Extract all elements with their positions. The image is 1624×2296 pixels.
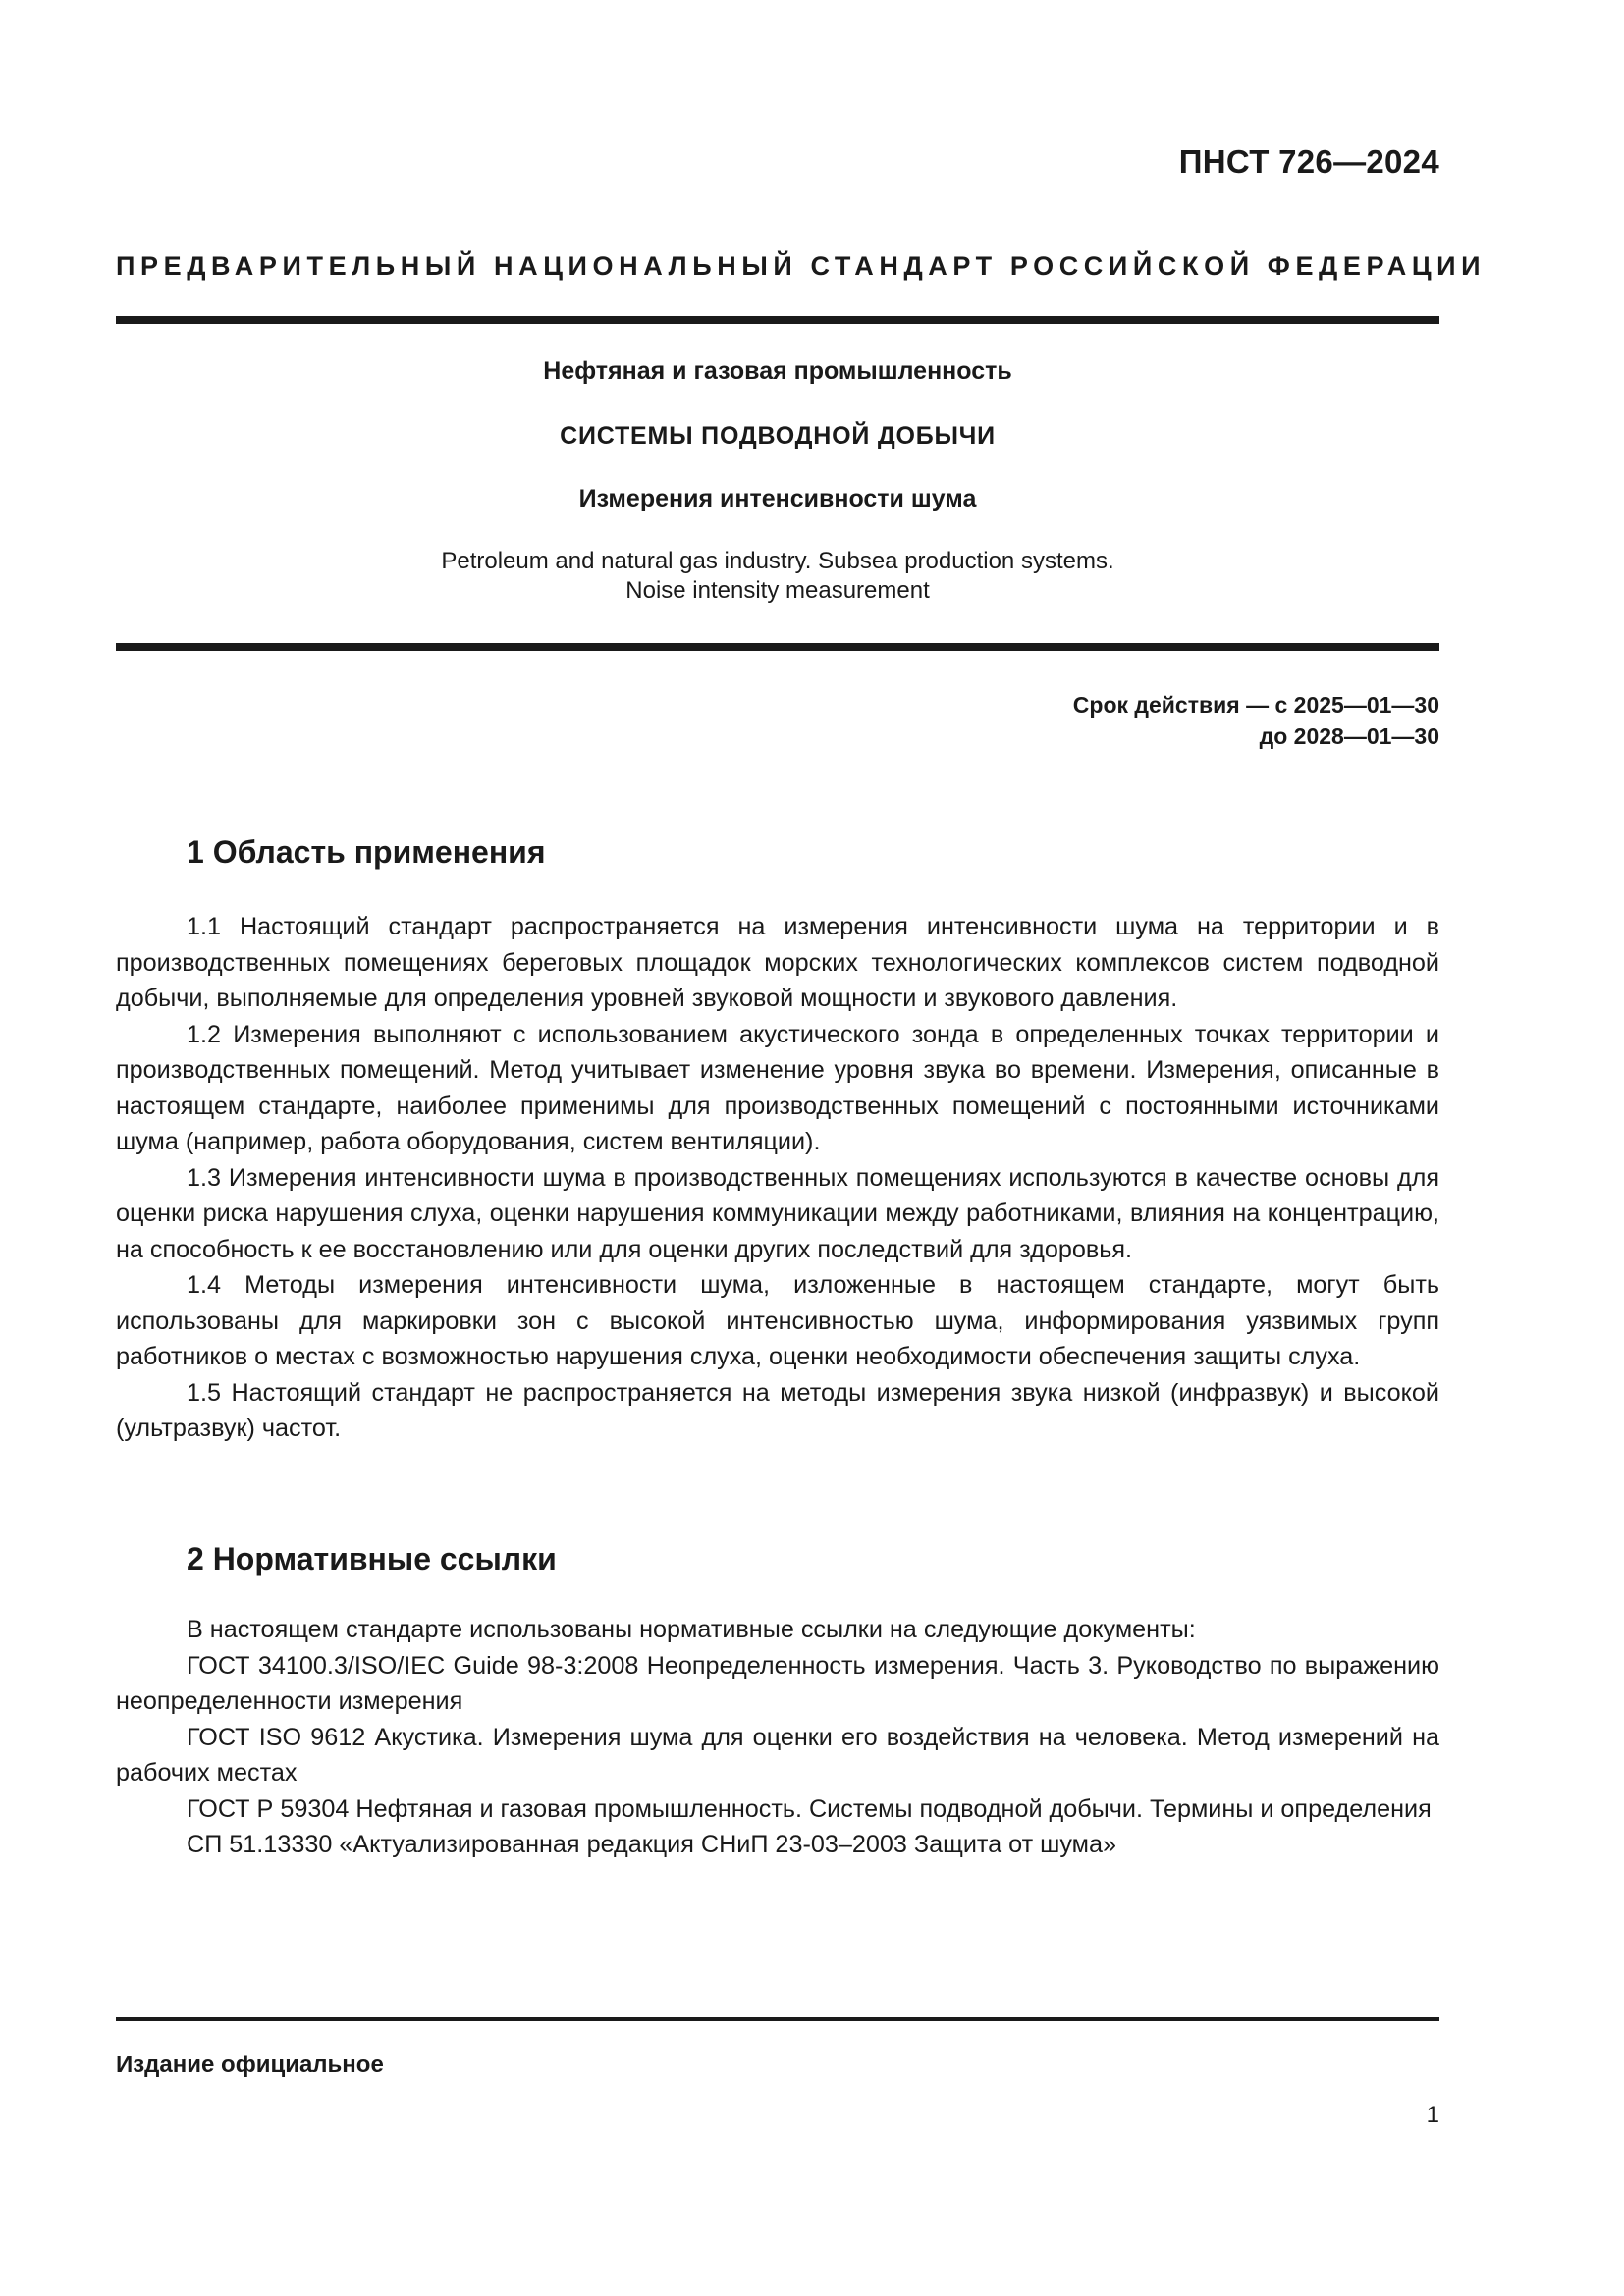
english-title-line-2: Noise intensity measurement [625,577,930,604]
reference-item: СП 51.13330 «Актуализированная редакция СНиП 23-03–2003 Защита от шума» [187,1831,1117,1858]
page-number: 1 [1426,2102,1439,2128]
reference-item: ГОСТ Р 59304 Нефтяная и газовая промышленность. Системы подводной добычи. Термины и определения [187,1794,1432,1823]
reference-item: ГОСТ 34100.3/ISO/IEC Guide 98-3:2008 Неопределенность измерения. Часть 3. Руководство по выражению неопределенности измерения [116,1651,1439,1715]
english-title-line-1: Petroleum and natural gas industry. Subsea production systems. [441,548,1114,574]
validity-from: Срок действия — с 2025—01—30 [1072,692,1439,718]
footer-divider [116,2017,1439,2021]
industry-title: Нефтяная и газовая промышленность [543,357,1012,385]
header-divider [116,316,1439,324]
section-heading: 2 Нормативные ссылки [187,1541,557,1576]
section-normative-references [116,1539,1439,1863]
subtitle: Измерения интенсивности шума [578,485,977,512]
paragraph: В настоящем стандарте использованы нормативные ссылки на следующие документы: [187,1616,1196,1643]
standard-type-title: ПРЕДВАРИТЕЛЬНЫЙ НАЦИОНАЛЬНЫЙ СТАНДАРТ РОССИЙСКОЙ ФЕДЕРАЦИИ [116,251,1487,281]
section-scope [116,832,1439,1447]
section-paragraphs [116,909,1439,1447]
paragraph: 1.3 Измерения интенсивности шума в производственных помещениях используются в качестве основы для оценки риска нарушения слуха, оценки нарушения коммуникации между работниками, влияния на концентрацию, на способность к ее восстановлению или для оценки других последствий для здоровья. [116,1163,1439,1263]
document-code: ПНСТ 726—2024 [1178,143,1439,180]
paragraph: 1.1 Настоящий стандарт распространяется на измерения интенсивности шума на территории и в производственных помещениях береговых площадок морских технологических комплексов систем подводной добычи, выполняемые для определения уровней звуковой мощности и звукового давления. [116,913,1439,1012]
paragraph: 1.5 Настоящий стандарт не распространяется на методы измерения звука низкой (инфразвук) и высокой (ультразвук) частот. [116,1378,1439,1442]
paragraph: 1.4 Методы измерения интенсивности шума, изложенные в настоящем стандарте, могут быть использованы для маркировки зон с высокой интенсивностью шума, информирования уязвимых групп работников о местах с возможностью нарушения слуха, оценки необходимости обеспечения защиты слуха. [116,1271,1439,1370]
section-paragraphs [116,1612,1439,1863]
validity-period [1073,689,1439,752]
validity-to: до 2028—01—30 [1259,723,1439,749]
title-divider [116,643,1439,651]
official-edition-label: Издание официальное [116,2052,384,2078]
main-title: СИСТЕМЫ ПОДВОДНОЙ ДОБЫЧИ [560,422,996,450]
paragraph: 1.2 Измерения выполняют с использованием акустического зонда в определенных точках территории и производственных помещений. Метод учитывает изменение уровня звука во времени. Измерения, описанные в настоящем стандарте, наиболее применимы для производственных помещений с постоянными источниками шума (например, работа оборудования, систем вентиляции). [116,1020,1439,1155]
section-heading: 1 Область применения [187,834,546,870]
reference-item: ГОСТ ISO 9612 Акустика. Измерения шума для оценки его воздействия на человека. Метод измерений на рабочих местах [116,1723,1439,1787]
